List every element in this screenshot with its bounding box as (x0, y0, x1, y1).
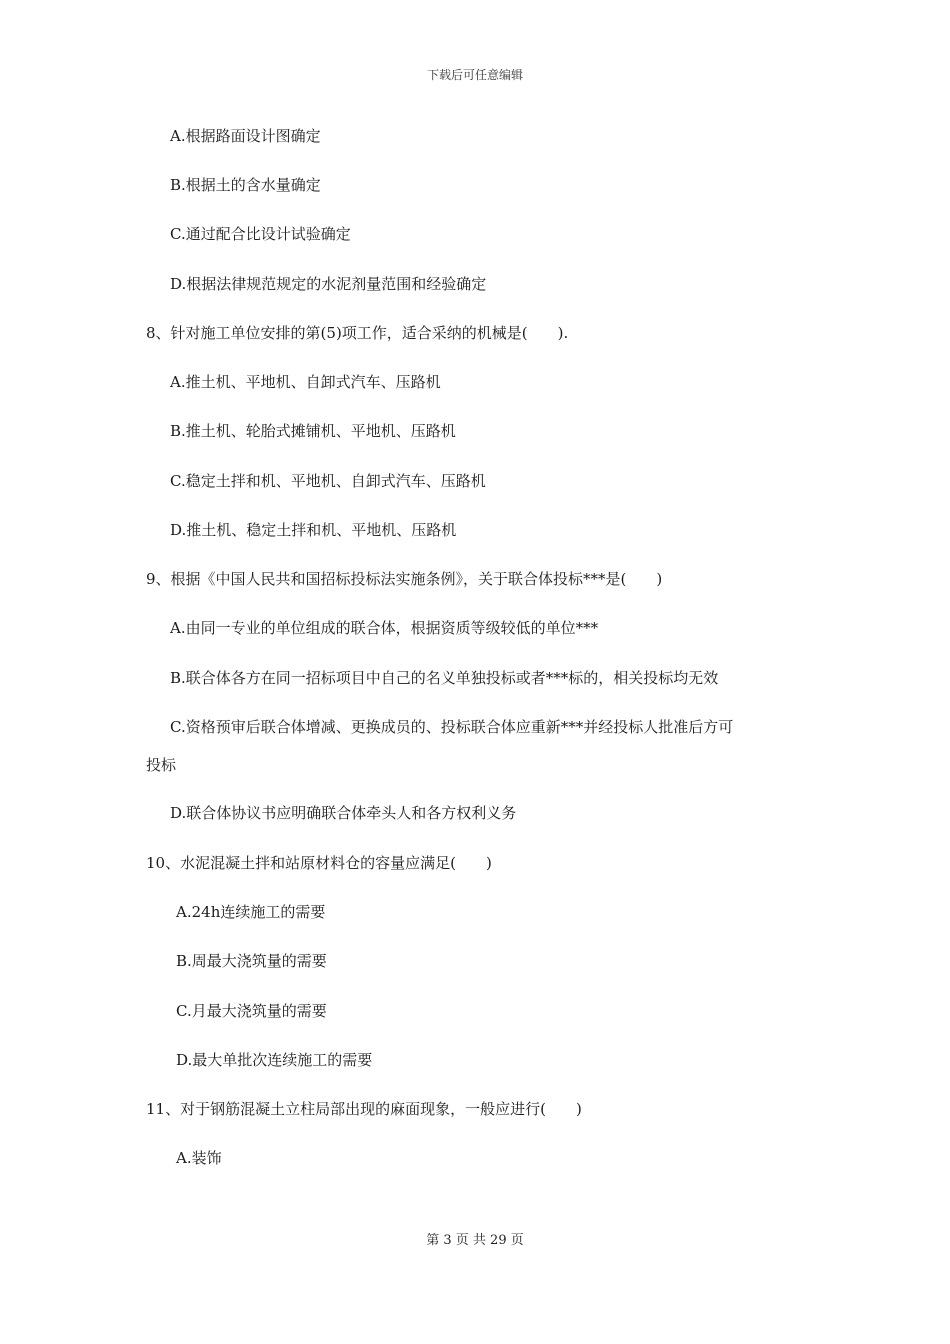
q7-option-b: B.根据土的含水量确定 (170, 176, 321, 194)
q10-option-d: D.最大单批次连续施工的需要 (176, 1051, 373, 1069)
q10-option-a: A.24h连续施工的需要 (176, 903, 326, 921)
page-footer: 第 3 页 共 29 页 (426, 1233, 524, 1248)
q7-option-a: A.根据路面设计图确定 (170, 127, 321, 145)
q9-option-a: A.由同一专业的单位组成的联合体，根据资质等级较低的单位*** (170, 619, 599, 637)
q8-option-b: B.推土机、轮胎式摊铺机、平地机、压路机 (170, 422, 456, 440)
q8-question: 8、针对施工单位安排的第(5)项工作，适合采纳的机械是( ). (146, 324, 569, 342)
q10-question: 10、水泥混凝土拌和站原材料仓的容量应满足( ) (146, 854, 492, 872)
q7-option-d: D.根据法律规范规定的水泥剂量范围和经验确定 (170, 275, 487, 293)
q11-question: 11、对于钢筋混凝土立柱局部出现的麻面现象，一般应进行( ) (146, 1100, 582, 1118)
q9-option-b: B.联合体各方在同一招标项目中自己的名义单独投标或者***标的，相关投标均无效 (170, 669, 719, 687)
q7-option-c: C.通过配合比设计试验确定 (170, 225, 351, 243)
q10-option-b: B.周最大浇筑量的需要 (176, 952, 327, 970)
q9-option-c-line1: C.资格预审后联合体增减、更换成员的、投标联合体应重新***并经投标人批准后方可 (170, 718, 734, 736)
q9-option-c-line2: 投标 (146, 756, 177, 774)
q10-option-c: C.月最大浇筑量的需要 (176, 1002, 327, 1020)
q9-option-d: D.联合体协议书应明确联合体牵头人和各方权利义务 (170, 804, 517, 822)
q8-option-c: C.稳定土拌和机、平地机、自卸式汽车、压路机 (170, 472, 486, 490)
q11-option-a: A.装饰 (176, 1149, 222, 1167)
q8-option-a: A.推土机、平地机、自卸式汽车、压路机 (170, 373, 441, 391)
q9-question: 9、根据《中国人民共和国招标投标法实施条例》，关于联合体投标***是( ) (146, 570, 663, 588)
q8-option-d: D.推土机、稳定土拌和机、平地机、压路机 (170, 521, 457, 539)
page-header: 下载后可任意编辑 (426, 68, 523, 82)
